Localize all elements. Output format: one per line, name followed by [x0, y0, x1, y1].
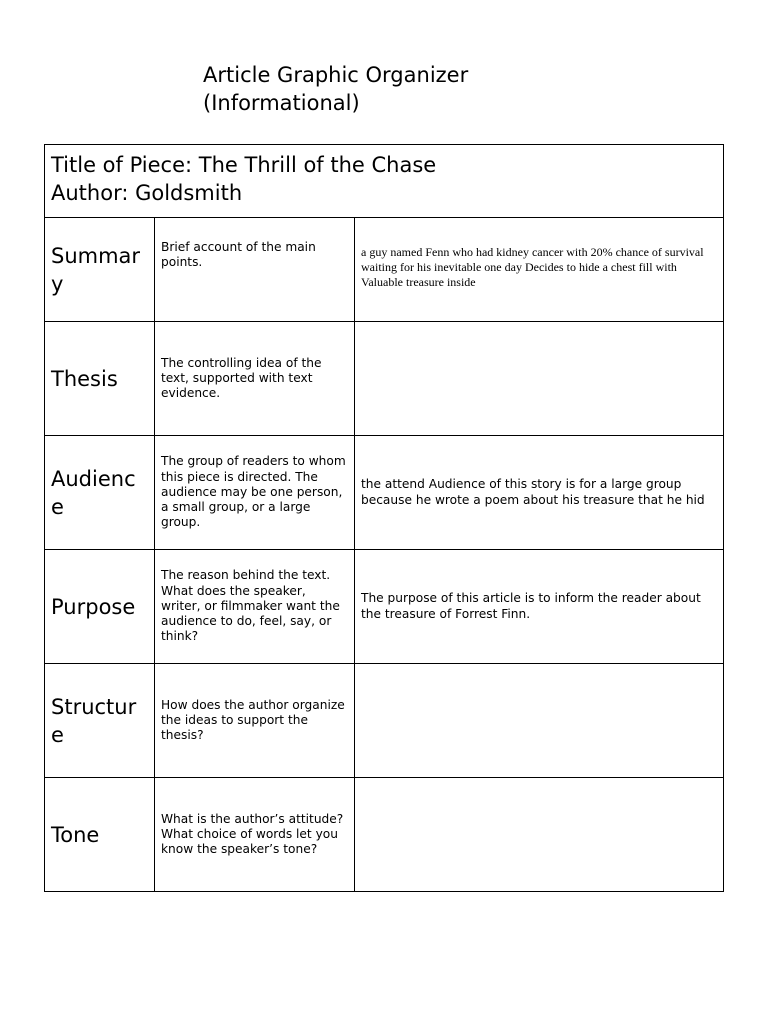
row-response-thesis[interactable] — [355, 322, 724, 436]
table-row-purpose — [45, 550, 724, 664]
row-label-thesis: Thesis — [45, 322, 155, 436]
document-title — [203, 61, 468, 117]
row-description-tone: What is the author’s attitude? What choice of words let you know the speaker’s tone? — [155, 778, 355, 892]
row-label-tone: Tone — [45, 778, 155, 892]
table-row-structure — [45, 664, 724, 778]
row-description-structure: How does the author organize the ideas to support the thesis? — [155, 664, 355, 778]
header-row — [45, 145, 724, 218]
piece-title: Title of Piece: The Thrill of the Chase — [51, 153, 437, 177]
row-response-summary[interactable]: a guy named Fenn who had kidney cancer with 20% chance of survival waiting for his inevitable one day Decides to hide a chest fill with Valuable treasure inside — [355, 218, 724, 322]
row-description-purpose: The reason behind the text. What does the speaker, writer, or filmmaker want the audience to do, feel, say, or think? — [155, 550, 355, 664]
table-row-tone — [45, 778, 724, 892]
table-row-summary — [45, 218, 724, 322]
row-label-structure: Structure — [45, 664, 155, 778]
row-label-summary: Summary — [45, 218, 155, 322]
document-title-line1: Article Graphic Organizer — [203, 63, 469, 87]
table-row-thesis — [45, 322, 724, 436]
row-label-purpose: Purpose — [45, 550, 155, 664]
row-response-tone[interactable] — [355, 778, 724, 892]
organizer-table — [44, 144, 724, 892]
row-response-audience[interactable]: the attend Audience of this story is for a large group because he wrote a poem about his treasure that he hid — [355, 436, 724, 550]
row-description-audience: The group of readers to whom this piece is directed. The audience may be one person, a small group, or a large group. — [155, 436, 355, 550]
table-row-audience — [45, 436, 724, 550]
row-response-structure[interactable] — [355, 664, 724, 778]
document-title-line2: (Informational) — [203, 91, 360, 115]
row-label-audience: Audience — [45, 436, 155, 550]
header-cell — [45, 145, 724, 218]
row-response-purpose[interactable]: The purpose of this article is to inform the reader about the treasure of Forrest Finn. — [355, 550, 724, 664]
piece-author: Author: Goldsmith — [51, 181, 243, 205]
row-description-summary: Brief account of the main points. — [155, 218, 355, 322]
row-description-thesis: The controlling idea of the text, supported with text evidence. — [155, 322, 355, 436]
